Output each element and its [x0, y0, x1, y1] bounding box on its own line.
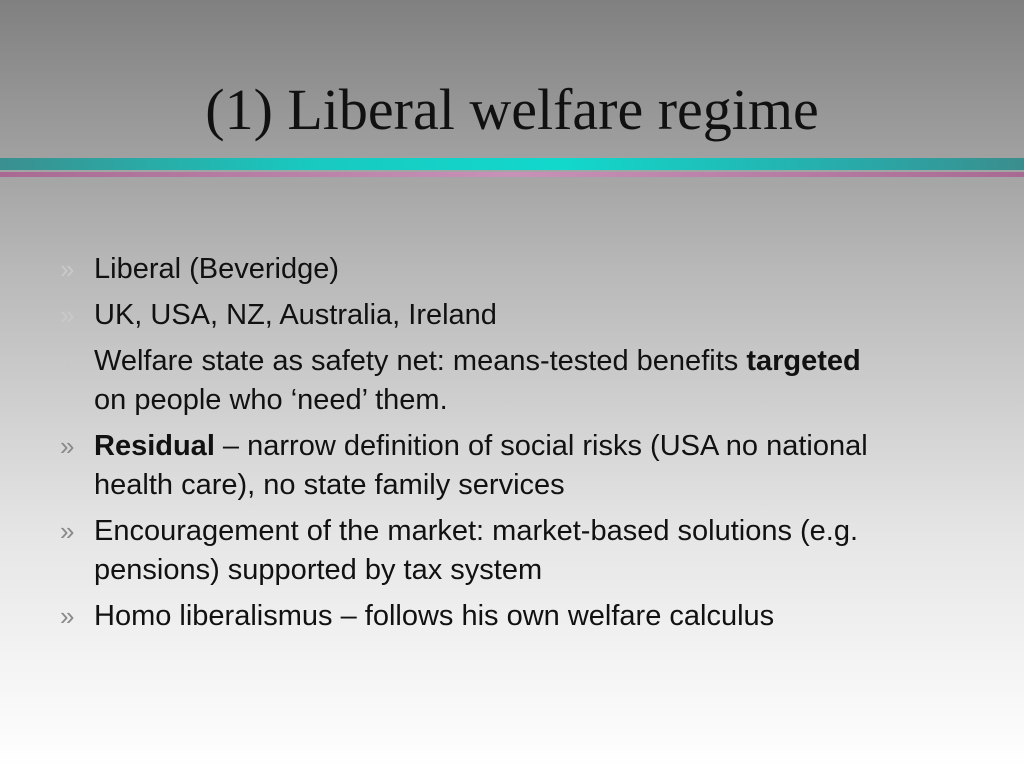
bullet-text: Liberal (Beveridge)	[94, 253, 340, 285]
bullet-bold-text: Residual	[94, 430, 215, 462]
title-divider-teal	[0, 158, 1024, 170]
bullet-text-after: on people who ‘need’ them.	[94, 384, 448, 416]
bullet-text: Homo liberalismus – follows his own welfare calculus	[94, 600, 775, 632]
bullet-list	[60, 250, 870, 643]
bullet-text-after: – narrow definition of social risks (USA no national health care), no state family services	[94, 430, 868, 501]
bullet-item	[60, 250, 870, 289]
slide-title: (1) Liberal welfare regime	[205, 77, 819, 142]
bullet-text: Welfare state as safety net: means-tested benefits	[94, 345, 747, 377]
bullet-text: Encouragement of the market: market-based solutions (e.g. pensions) supported by tax system	[94, 515, 859, 586]
title-divider-pink	[0, 172, 1024, 177]
bullet-marker-icon: »	[60, 516, 75, 546]
bullet-marker-icon: »	[60, 601, 75, 631]
bullet-marker-icon: »	[60, 431, 75, 461]
bullet-item	[60, 342, 870, 420]
bullet-marker-icon: »	[60, 254, 75, 284]
bullet-item	[60, 427, 870, 505]
bullet-marker-icon: »	[60, 300, 75, 330]
bullet-bold-text: targeted	[746, 345, 861, 377]
bullet-item	[60, 512, 870, 590]
bullet-text: UK, USA, NZ, Australia, Ireland	[94, 299, 497, 331]
bullet-item	[60, 296, 870, 335]
bullet-marker-icon: »	[60, 346, 75, 376]
bullet-item	[60, 597, 870, 636]
